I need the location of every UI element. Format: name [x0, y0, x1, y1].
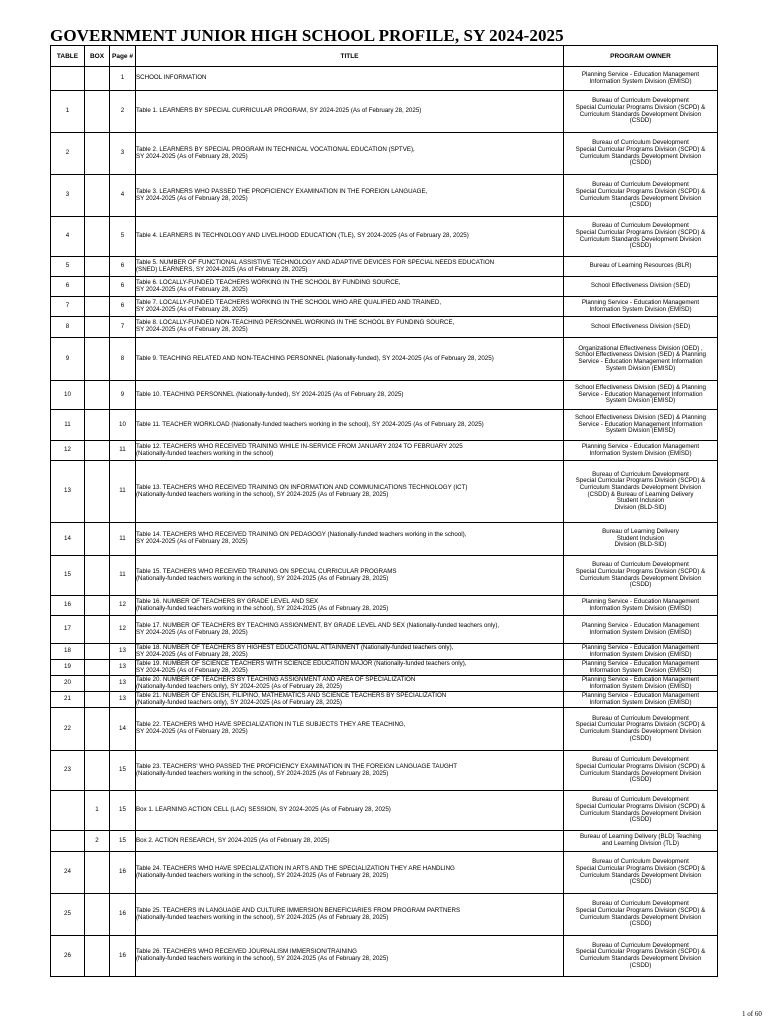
table-row: [51, 936, 718, 977]
cell-program-owner: Planning Service - Education Management Information System Division (EMISD): [564, 616, 718, 644]
cell-box-number: [85, 297, 110, 317]
cell-box-number: [85, 644, 110, 660]
cell-program-owner: Bureau of Curriculum Development Special Curricular Programs Division (SCPD) & Curriculum Standards Development Division (CSDD): [564, 751, 718, 791]
table-row: [51, 596, 718, 616]
table-body: [51, 67, 718, 977]
cell-program-owner: Bureau of Curriculum Development Special Curricular Programs Division (SCPD) & Curriculum Standards Development Division (CSDD): [564, 556, 718, 596]
table-row: [51, 338, 718, 381]
cell-box-number: 2: [85, 831, 110, 852]
cell-table-number: 10: [51, 381, 85, 410]
cell-page-number: 1: [110, 67, 136, 91]
cell-box-number: [85, 692, 110, 708]
cell-program-owner: Planning Service - Education Management Information System Division (EMISD): [564, 67, 718, 91]
cell-box-number: [85, 67, 110, 91]
cell-title: Table 4. LEARNERS IN TECHNOLOGY AND LIVELIHOOD EDUCATION (TLE), SY 2024-2025 (As of February 28, 2025): [136, 217, 564, 257]
cell-table-number: 19: [51, 660, 85, 676]
cell-box-number: [85, 317, 110, 338]
cell-page-number: 16: [110, 852, 136, 894]
table-row: [51, 894, 718, 936]
cell-title: Table 21. NUMBER OF ENGLISH, FILIPINO, MATHEMATICS AND SCIENCE TEACHERS BY SPECIALIZATION (Nationally-funded teachers only), SY 2024-2025 (As of February 28, 2025): [136, 692, 564, 708]
table-row: [51, 91, 718, 133]
cell-box-number: [85, 523, 110, 556]
cell-table-number: 23: [51, 751, 85, 791]
cell-program-owner: Organizational Effectiveness Division (OED) , School Effectiveness Division (SED) & Planning Service - Education Management Information System Division (EMISD): [564, 338, 718, 381]
cell-table-number: [51, 831, 85, 852]
cell-table-number: 17: [51, 616, 85, 644]
cell-page-number: 4: [110, 175, 136, 217]
cell-program-owner: Bureau of Learning Delivery Student Inclusion Division (BLD-SID): [564, 523, 718, 556]
cell-title: Table 20. NUMBER OF TEACHERS BY TEACHING ASSIGNMENT AND AREA OF SPECIALIZATION (Nationally-funded teachers only), SY 2024-2025 (As of February 28, 2025): [136, 676, 564, 692]
cell-page-number: 16: [110, 936, 136, 977]
cell-page-number: 15: [110, 791, 136, 831]
cell-program-owner: Bureau of Curriculum Development Special Curricular Programs Division (SCPD) & Curriculum Standards Development Division (CSDD): [564, 936, 718, 977]
cell-box-number: [85, 936, 110, 977]
cell-table-number: 24: [51, 852, 85, 894]
cell-table-number: 3: [51, 175, 85, 217]
table-row: [51, 616, 718, 644]
cell-title: Table 6. LOCALLY-FUNDED TEACHERS WORKING IN THE SCHOOL BY FUNDING SOURCE, SY 2024-2025 (As of February 28, 2025): [136, 277, 564, 297]
cell-page-number: 7: [110, 317, 136, 338]
cell-table-number: 7: [51, 297, 85, 317]
cell-title: Table 2. LEARNERS BY SPECIAL PROGRAM IN TECHNICAL VOCATIONAL EDUCATION (SPTVE), SY 2024-2025 (As of February 28, 2025): [136, 133, 564, 175]
cell-table-number: 16: [51, 596, 85, 616]
cell-title: Table 19. NUMBER OF SCIENCE TEACHERS WITH SCIENCE EDUCATION MAJOR (Nationally-funded teachers only), SY 2024-2025 (As of February 28, 2025): [136, 660, 564, 676]
cell-title: Table 18. NUMBER OF TEACHERS BY HIGHEST EDUCATIONAL ATTAINMENT (Nationally-funded teachers only), SY 2024-2025 (As of February 28, 2025): [136, 644, 564, 660]
cell-title: Table 7. LOCALLY-FUNDED TEACHERS WORKING IN THE SCHOOL WHO ARE QUALIFIED AND TRAINED, SY 2024-2025 (As of February 28, 2025): [136, 297, 564, 317]
cell-title: Table 11. TEACHER WORKLOAD (Nationally-funded teachers working in the school), SY 2024-2025 (As of February 28, 2025): [136, 410, 564, 441]
cell-program-owner: Planning Service - Education Management Information System Division (EMISD): [564, 596, 718, 616]
cell-table-number: 20: [51, 676, 85, 692]
cell-table-number: 21: [51, 692, 85, 708]
cell-program-owner: Planning Service - Education Management Information System Division (EMISD): [564, 692, 718, 708]
cell-box-number: [85, 708, 110, 751]
table-header-row: [51, 46, 718, 67]
cell-title: Table 26. TEACHERS WHO RECEIVED JOURNALISM IMMERSION/TRAINING (Nationally-funded teachers working in the school), SY 2024-2025 (As of February 28, 2025): [136, 936, 564, 977]
cell-box-number: [85, 894, 110, 936]
cell-program-owner: Planning Service - Education Management Information System Division (EMISD): [564, 297, 718, 317]
cell-box-number: 1: [85, 791, 110, 831]
table-row: [51, 692, 718, 708]
table-row: [51, 381, 718, 410]
document-title: GOVERNMENT JUNIOR HIGH SCHOOL PROFILE, SY 2024-2025: [50, 26, 564, 45]
cell-box-number: [85, 175, 110, 217]
cell-program-owner: Bureau of Curriculum Development Special Curricular Programs Division (SCPD) & Curriculum Standards Development Division (CSDD): [564, 708, 718, 751]
cell-table-number: 4: [51, 217, 85, 257]
cell-box-number: [85, 257, 110, 277]
table-row: [51, 831, 718, 852]
cell-program-owner: School Effectiveness Division (SED) & Planning Service - Education Management Information System Division (EMISD): [564, 381, 718, 410]
cell-table-number: 22: [51, 708, 85, 751]
cell-page-number: 12: [110, 616, 136, 644]
cell-program-owner: Planning Service - Education Management Information System Division (EMISD): [564, 441, 718, 461]
cell-program-owner: Bureau of Learning Delivery (BLD) Teaching and Learning Division (TLD): [564, 831, 718, 852]
cell-page-number: 14: [110, 708, 136, 751]
cell-program-owner: Bureau of Learning Resources (BLR): [564, 257, 718, 277]
cell-title: Table 15. TEACHERS WHO RECEIVED TRAINING ON SPECIAL CURRICULAR PROGRAMS (Nationally-funded teachers working in the school), SY 2024-2025 (As of February 28, 2025): [136, 556, 564, 596]
cell-box-number: [85, 410, 110, 441]
cell-program-owner: Bureau of Curriculum Development Special Curricular Programs Division (SCPD) & Curriculum Standards Development Division (CSDD): [564, 791, 718, 831]
cell-page-number: 11: [110, 523, 136, 556]
cell-page-number: 6: [110, 297, 136, 317]
cell-title: Table 5. NUMBER OF FUNCTIONAL ASSISTIVE TECHNOLOGY AND ADAPTIVE DEVICES FOR SPECIAL NEEDS EDUCATION (SNED) LEARNERS, SY 2024-2025 (As of February 28, 2025): [136, 257, 564, 277]
cell-box-number: [85, 133, 110, 175]
cell-title: Box 2. ACTION RESEARCH, SY 2024-2025 (As of February 28, 2025): [136, 831, 564, 852]
cell-program-owner: Planning Service - Education Management Information System Division (EMISD): [564, 660, 718, 676]
cell-title: Table 9. TEACHING RELATED AND NON-TEACHING PERSONNEL (Nationally-funded), SY 2024-2025 (As of February 28, 2025): [136, 338, 564, 381]
cell-program-owner: Bureau of Curriculum Development Special Curricular Programs Division (SCPD) & Curriculum Standards Development Division (CSDD): [564, 91, 718, 133]
cell-page-number: 8: [110, 338, 136, 381]
cell-title: Table 8. LOCALLY-FUNDED NON-TEACHING PERSONNEL WORKING IN THE SCHOOL BY FUNDING SOURCE, SY 2024-2025 (As of February 28, 2025): [136, 317, 564, 338]
table-row: [51, 297, 718, 317]
cell-table-number: 9: [51, 338, 85, 381]
table-row: [51, 410, 718, 441]
cell-program-owner: Bureau of Curriculum Development Special Curricular Programs Division (SCPD) & Curriculum Standards Development Division (CSDD): [564, 175, 718, 217]
table-row: [51, 67, 718, 91]
cell-page-number: 13: [110, 644, 136, 660]
cell-page-number: 11: [110, 441, 136, 461]
cell-page-number: 3: [110, 133, 136, 175]
page-indicator: 1 of 60: [742, 1010, 762, 1018]
cell-title: Table 17. NUMBER OF TEACHERS BY TEACHING ASSIGNMENT, BY GRADE LEVEL AND SEX (Nationally-funded teachers only), SY 2024-2025 (As of February 28, 2025): [136, 616, 564, 644]
cell-table-number: 14: [51, 523, 85, 556]
cell-table-number: 6: [51, 277, 85, 297]
cell-title: Table 3. LEARNERS WHO PASSED THE PROFICIENCY EXAMINATION IN THE FOREIGN LANGUAGE, SY 2024-2025 (As of February 28, 2025): [136, 175, 564, 217]
header-box: BOX: [85, 46, 110, 67]
cell-program-owner: School Effectiveness Division (SED): [564, 317, 718, 338]
table-row: [51, 523, 718, 556]
cell-box-number: [85, 217, 110, 257]
cell-title: Table 22. TEACHERS WHO HAVE SPECIALIZATION IN TLE SUBJECTS THEY ARE TEACHING, SY 2024-2025 (As of February 28, 2025): [136, 708, 564, 751]
cell-page-number: 10: [110, 410, 136, 441]
cell-program-owner: Bureau of Curriculum Development Special Curricular Programs Division (SCPD) & Curriculum Standards Development Division (CSDD) & Bureau of Learning Delivery Student Inclusion Division (BLD-SID): [564, 461, 718, 523]
table-row: [51, 441, 718, 461]
cell-box-number: [85, 338, 110, 381]
table-row: [51, 257, 718, 277]
table-row: [51, 317, 718, 338]
table-row: [51, 852, 718, 894]
cell-box-number: [85, 660, 110, 676]
cell-program-owner: Bureau of Curriculum Development Special Curricular Programs Division (SCPD) & Curriculum Standards Development Division (CSDD): [564, 894, 718, 936]
cell-table-number: 12: [51, 441, 85, 461]
cell-program-owner: Planning Service - Education Management Information System Division (EMISD): [564, 676, 718, 692]
cell-program-owner: Bureau of Curriculum Development Special Curricular Programs Division (SCPD) & Curriculum Standards Development Division (CSDD): [564, 852, 718, 894]
table-row: [51, 676, 718, 692]
cell-title: Table 24. TEACHERS WHO HAVE SPECIALIZATION IN ARTS AND THE SPECIALIZATION THEY ARE HANDLING (Nationally-funded teachers working in the school), SY 2024-2025 (As of February 28, 2025): [136, 852, 564, 894]
cell-table-number: 8: [51, 317, 85, 338]
cell-box-number: [85, 596, 110, 616]
cell-table-number: 25: [51, 894, 85, 936]
cell-box-number: [85, 277, 110, 297]
table-row: [51, 277, 718, 297]
table-row: [51, 133, 718, 175]
cell-table-number: 5: [51, 257, 85, 277]
header-program-owner: PROGRAM OWNER: [564, 46, 718, 67]
cell-table-number: 11: [51, 410, 85, 441]
cell-box-number: [85, 676, 110, 692]
header-table: TABLE: [51, 46, 85, 67]
table-row: [51, 751, 718, 791]
cell-title: Table 1. LEARNERS BY SPECIAL CURRICULAR PROGRAM, SY 2024-2025 (As of February 28, 2025): [136, 91, 564, 133]
cell-program-owner: School Effectiveness Division (SED): [564, 277, 718, 297]
cell-title: Table 12. TEACHERS WHO RECEIVED TRAINING WHILE IN-SERVICE FROM JANUARY 2024 TO FEBRUARY 2025 (Nationally-funded teachers working in the school): [136, 441, 564, 461]
cell-box-number: [85, 616, 110, 644]
table-row: [51, 644, 718, 660]
table-row: [51, 461, 718, 523]
cell-box-number: [85, 461, 110, 523]
cell-box-number: [85, 91, 110, 133]
header-title: TITLE: [136, 46, 564, 67]
school-profile-table: [50, 45, 718, 977]
cell-page-number: 2: [110, 91, 136, 133]
cell-page-number: 13: [110, 660, 136, 676]
cell-page-number: 13: [110, 676, 136, 692]
cell-box-number: [85, 441, 110, 461]
cell-page-number: 16: [110, 894, 136, 936]
cell-title: SCHOOL INFORMATION: [136, 67, 564, 91]
cell-page-number: 6: [110, 257, 136, 277]
cell-program-owner: Bureau of Curriculum Development Special Curricular Programs Division (SCPD) & Curriculum Standards Development Division (CSDD): [564, 133, 718, 175]
cell-title: Table 14. TEACHERS WHO RECEIVED TRAINING ON PEDAGOGY (Nationally-funded teachers working in the school), SY 2024-2025 (As of February 28, 2025): [136, 523, 564, 556]
cell-table-number: 26: [51, 936, 85, 977]
table-row: [51, 660, 718, 676]
cell-page-number: 9: [110, 381, 136, 410]
cell-table-number: 1: [51, 91, 85, 133]
cell-title: Table 13. TEACHERS WHO RECEIVED TRAINING ON INFORMATION AND COMMUNICATIONS TECHNOLOGY (ICT) (Nationally-funded teachers working in the school), SY 2024-2025 (As of February 28, 2025): [136, 461, 564, 523]
cell-box-number: [85, 381, 110, 410]
cell-table-number: [51, 791, 85, 831]
cell-page-number: 11: [110, 556, 136, 596]
header-page: Page #: [110, 46, 136, 67]
table-row: [51, 175, 718, 217]
cell-page-number: 6: [110, 277, 136, 297]
cell-box-number: [85, 556, 110, 596]
cell-table-number: 15: [51, 556, 85, 596]
cell-page-number: 5: [110, 217, 136, 257]
cell-box-number: [85, 751, 110, 791]
cell-table-number: 2: [51, 133, 85, 175]
cell-title: Table 10. TEACHING PERSONNEL (Nationally-funded), SY 2024-2025 (As of February 28, 2025): [136, 381, 564, 410]
cell-title: Table 23. TEACHERS' WHO PASSED THE PROFICIENCY EXAMINATION IN THE FOREIGN LANGUAGE TAUGHT (Nationally-funded teachers working in the school), SY 2024-2025 (As of February 28, 2025): [136, 751, 564, 791]
table-row: [51, 556, 718, 596]
cell-box-number: [85, 852, 110, 894]
table-row: [51, 217, 718, 257]
cell-program-owner: Planning Service - Education Management Information System Division (EMISD): [564, 644, 718, 660]
cell-title: Table 25. TEACHERS IN LANGUAGE AND CULTURE IMMERSION BENEFICIARIES FROM PROGRAM PARTNERS (Nationally-funded teachers working in the school), SY 2024-2025 (As of February 28, 2025): [136, 894, 564, 936]
table-row: [51, 791, 718, 831]
cell-program-owner: School Effectiveness Division (SED) & Planning Service - Education Management Information System Division (EMISD): [564, 410, 718, 441]
cell-page-number: 11: [110, 461, 136, 523]
cell-title: Box 1. LEARNING ACTION CELL (LAC) SESSION, SY 2024-2025 (As of February 28, 2025): [136, 791, 564, 831]
cell-page-number: 15: [110, 751, 136, 791]
cell-table-number: 13: [51, 461, 85, 523]
cell-page-number: 15: [110, 831, 136, 852]
cell-page-number: 13: [110, 692, 136, 708]
cell-page-number: 12: [110, 596, 136, 616]
cell-title: Table 16. NUMBER OF TEACHERS BY GRADE LEVEL AND SEX (Nationally-funded teachers working in the school), SY 2024-2025 (As of February 28, 2025): [136, 596, 564, 616]
cell-program-owner: Bureau of Curriculum Development Special Curricular Programs Division (SCPD) & Curriculum Standards Development Division (CSDD): [564, 217, 718, 257]
cell-table-number: [51, 67, 85, 91]
cell-table-number: 18: [51, 644, 85, 660]
table-row: [51, 708, 718, 751]
